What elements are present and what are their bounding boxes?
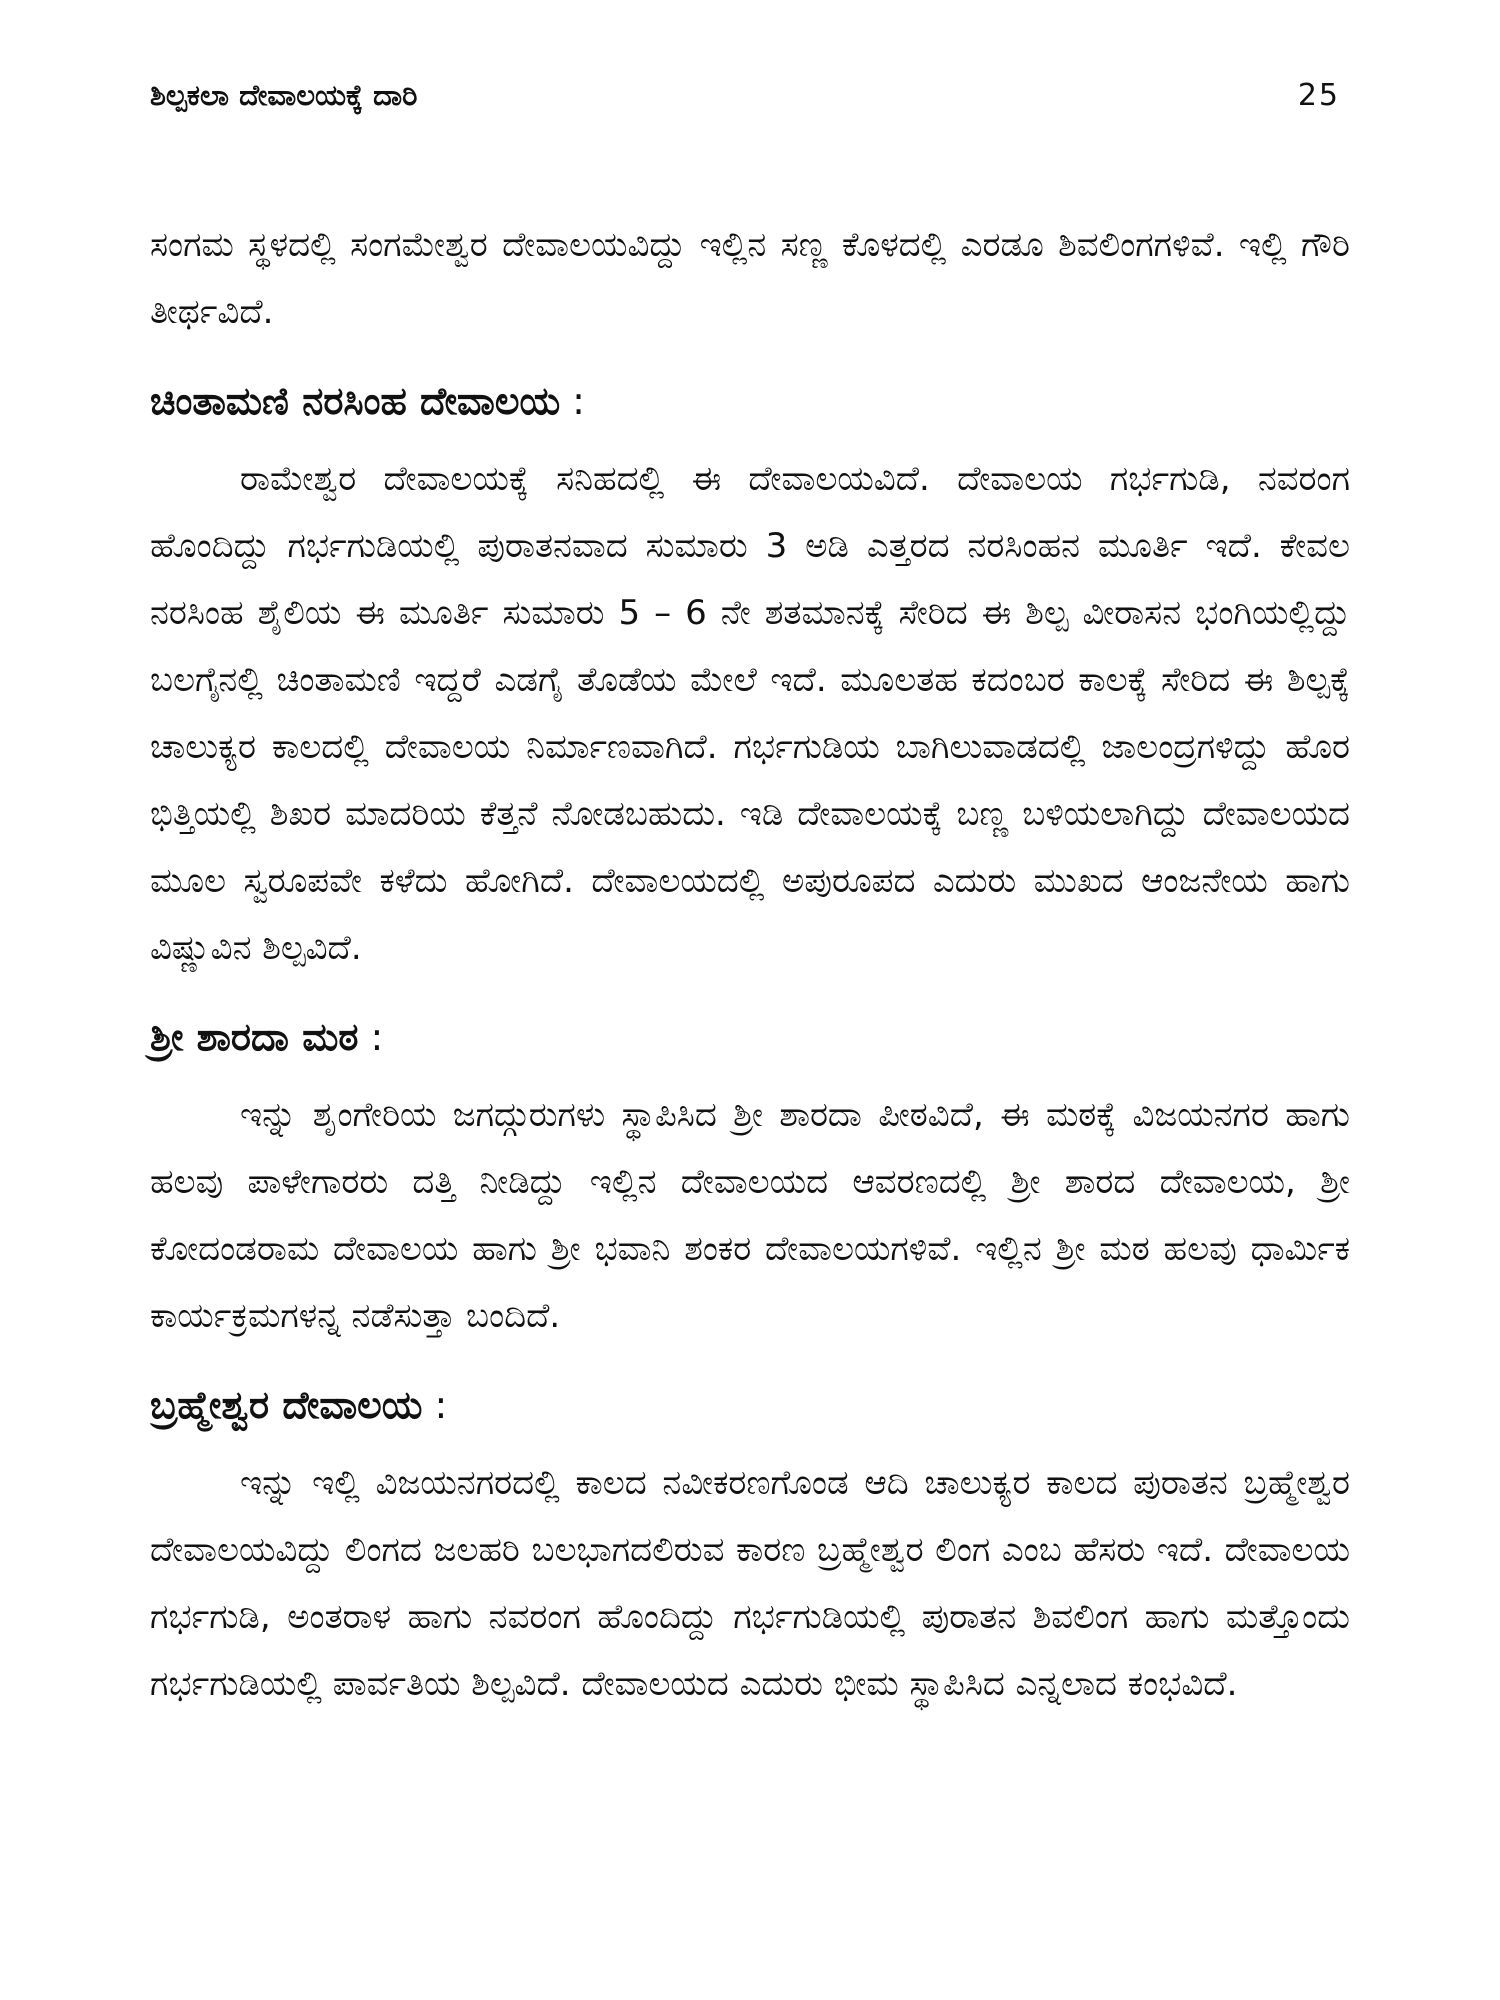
page-number: 25 xyxy=(1297,78,1340,113)
running-header xyxy=(150,78,1350,136)
intro-paragraph: ಸಂಗಮ ಸ್ಥಳದಲ್ಲಿ ಸಂಗಮೇಶ್ವರ ದೇವಾಲಯವಿದ್ದು ಇಲ್ಲಿನ ಸಣ್ಣ ಕೊಳದಲ್ಲಿ ಎರಡೂ ಶಿವಲಿಂಗಗಳಿವೆ. ಇಲ್ಲಿ ಗೌರಿ ತೀರ್ಥವಿದೆ. xyxy=(150,225,1350,332)
section-heading-text: ಶ್ರೀ ಶಾರದಾ ಮಠ xyxy=(150,1015,359,1059)
section-heading-text: ಬ್ರಹ್ಮೇಶ್ವರ ದೇವಾಲಯ xyxy=(150,1383,423,1427)
section-paragraph: ರಾಮೇಶ್ವರ ದೇವಾಲಯಕ್ಕೆ ಸನಿಹದಲ್ಲಿ ಈ ದೇವಾಲಯವಿದೆ. ದೇವಾಲಯ ಗರ್ಭಗುಡಿ, ನವರಂಗ ಹೊಂದಿದ್ದು ಗರ್ಭಗುಡಿಯಲ್ಲಿ ಪುರಾತನವಾದ ಸುಮಾರು 3 ಅಡಿ ಎತ್ತರದ ನರಸಿಂಹನ ಮೂರ್ತಿ ಇದೆ. ಕೇವಲ ನರಸಿಂಹ ಶೈಲಿಯ ಈ ಮೂರ್ತಿ ಸುಮಾರು 5 – 6 ನೇ ಶತಮಾನಕ್ಕೆ ಸೇರಿದ ಈ ಶಿಲ್ಪ ವೀರಾಸನ ಭಂಗಿಯಲ್ಲಿದ್ದು ಬಲಗೈನಲ್ಲಿ ಚಿಂತಾಮಣಿ ಇದ್ದರೆ ಎಡಗೈ ತೊಡೆಯ ಮೇಲೆ ಇದೆ. ಮೂಲತಹ ಕದಂಬರ ಕಾಲಕ್ಕೆ ಸೇರಿದ ಈ ಶಿಲ್ಪಕ್ಕೆ ಚಾಲುಕ್ಯರ ಕಾಲದಲ್ಲಿ ದೇವಾಲಯ ನಿರ್ಮಾಣವಾಗಿದೆ. ಗರ್ಭಗುಡಿಯ ಬಾಗಿಲುವಾಡದಲ್ಲಿ ಜಾಲಂದ್ರಗಳಿದ್ದು ಹೊರ ಭಿತ್ತಿಯಲ್ಲಿ ಶಿಖರ ಮಾದರಿಯ ಕೆತ್ತನೆ ನೋಡಬಹುದು. ಇಡಿ ದೇವಾಲಯಕ್ಕೆ ಬಣ್ಣ ಬಳಿಯಲಾಗಿದ್ದು ದೇವಾಲಯದ ಮೂಲ ಸ್ವರೂಪವೇ ಕಳೆದು ಹೋಗಿದೆ. ದೇವಾಲಯದಲ್ಲಿ ಅಪುರೂಪದ ಎದುರು ಮುಖದ ಆಂಜನೇಯ ಹಾಗು ವಿಷ್ಣುವಿನ ಶಿಲ್ಪವಿದೆ. xyxy=(150,459,1350,968)
section-brahmeshwara xyxy=(150,1372,1350,1718)
section-chintamani-narasimha xyxy=(150,368,1350,982)
section-heading xyxy=(150,1004,1350,1070)
running-title: ಶಿಲ್ಪಕಲಾ ದೇವಾಲಯಕ್ಕೆ ದಾರಿ xyxy=(150,78,418,112)
section-heading-text: ಚಿಂತಾಮಣಿ ನರಸಿಂಹ ದೇವಾಲಯ xyxy=(150,379,561,423)
section-heading xyxy=(150,1372,1350,1438)
heading-colon: : xyxy=(370,1015,384,1059)
section-heading xyxy=(150,368,1350,434)
section-paragraph: ಇನ್ನು ಇಲ್ಲಿ ವಿಜಯನಗರದಲ್ಲಿ ಕಾಲದ ನವೀಕರಣಗೊಂಡ ಆದಿ ಚಾಲುಕ್ಯರ ಕಾಲದ ಪುರಾತನ ಬ್ರಹ್ಮೇಶ್ವರ ದೇವಾಲಯವಿದ್ದು ಲಿಂಗದ ಜಲಹರಿ ಬಲಭಾಗದಲಿರುವ ಕಾರಣ ಬ್ರಹ್ಮೇಶ್ವರ ಲಿಂಗ ಎಂಬ ಹೆಸರು ಇದೆ. ದೇವಾಲಯ ಗರ್ಭಗುಡಿ, ಅಂತರಾಳ ಹಾಗು ನವರಂಗ ಹೊಂದಿದ್ದು ಗರ್ಭಗುಡಿಯಲ್ಲಿ ಪುರಾತನ ಶಿವಲಿಂಗ ಹಾಗು ಮತ್ತೊಂದು ಗರ್ಭಗುಡಿಯಲ್ಲಿ ಪಾರ್ವತಿಯ ಶಿಲ್ಪವಿದೆ. ದೇವಾಲಯದ ಎದುರು ಭೀಮ ಸ್ಥಾಪಿಸಿದ ಎನ್ನಲಾದ ಕಂಭವಿದೆ. xyxy=(150,1463,1350,1704)
heading-colon: : xyxy=(572,379,585,423)
section-sharada-matha xyxy=(150,1004,1350,1350)
section-paragraph: ಇನ್ನು ಶೃಂಗೇರಿಯ ಜಗದ್ಗುರುಗಳು ಸ್ಥಾಪಿಸಿದ ಶ್ರೀ ಶಾರದಾ ಪೀಠವಿದೆ, ಈ ಮಠಕ್ಕೆ ವಿಜಯನಗರ ಹಾಗು ಹಲವು ಪಾಳೇಗಾರರು ದತ್ತಿ ನೀಡಿದ್ದು ಇಲ್ಲಿನ ದೇವಾಲಯದ ಆವರಣದಲ್ಲಿ ಶ್ರೀ ಶಾರದ ದೇವಾಲಯ, ಶ್ರೀ ಕೋದಂಡರಾಮ ದೇವಾಲಯ ಹಾಗು ಶ್ರೀ ಭವಾನಿ ಶಂಕರ ದೇವಾಲಯಗಳಿವೆ. ಇಲ್ಲಿನ ಶ್ರೀ ಮಠ ಹಲವು ಧಾರ್ಮಿಕ ಕಾರ್ಯಕ್ರಮಗಳನ್ನ ನಡೆಸುತ್ತಾ ಬಂದಿದೆ. xyxy=(150,1095,1350,1336)
heading-colon: : xyxy=(434,1383,448,1427)
